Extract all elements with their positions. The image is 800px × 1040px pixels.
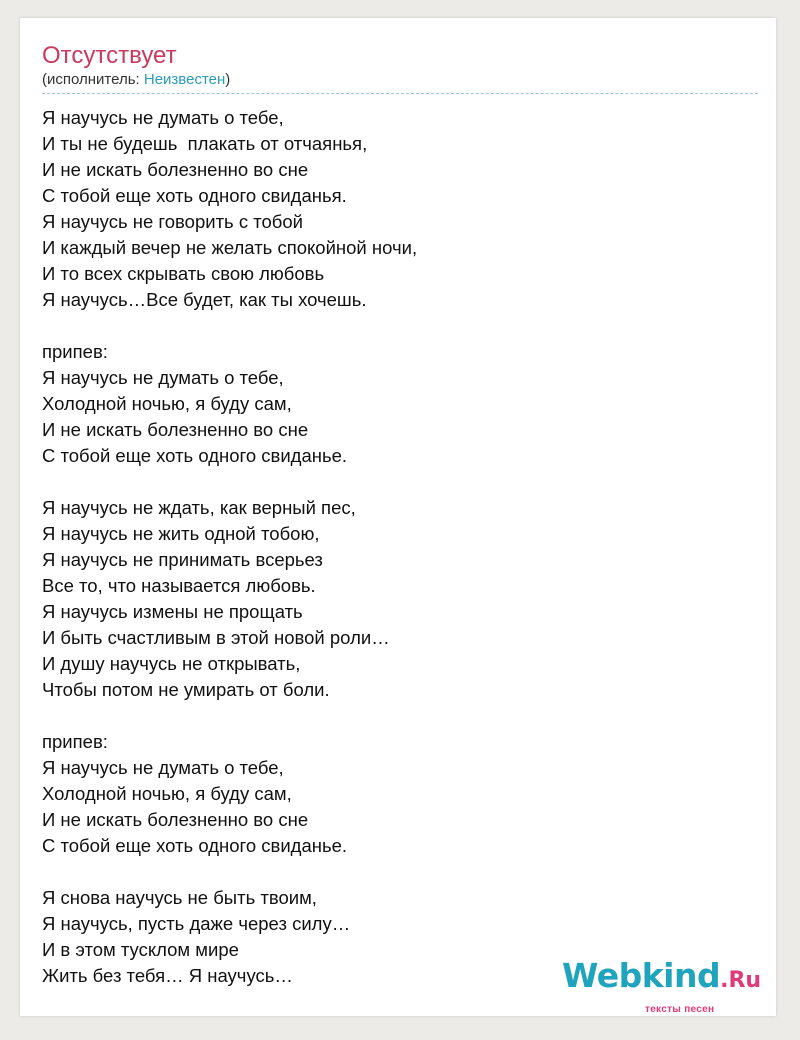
lyric-line: И не искать болезненно во сне [42, 419, 309, 440]
lyric-line: Я научусь, пусть даже через силу… [42, 913, 351, 934]
lyric-line: С тобой еще хоть одного свиданье. [42, 835, 348, 856]
lyric-line: И в этом тусклом мире [42, 939, 239, 960]
artist-prefix: (исполнитель: [42, 71, 144, 88]
lyric-line [42, 469, 742, 495]
lyric-line: И каждый вечер не желать спокойной ночи, [42, 237, 418, 258]
lyrics-body [42, 105, 742, 989]
lyric-line: Я научусь не думать о тебе, [42, 107, 284, 128]
lyric-line [42, 313, 742, 339]
artist-suffix: ) [225, 71, 231, 88]
webkind-logo[interactable] [562, 958, 761, 994]
lyric-line: Я научусь измены не прощать [42, 601, 303, 622]
lyric-line: С тобой еще хоть одного свиданья. [42, 185, 347, 206]
lyric-line: И то всех скрывать свою любовь [42, 263, 325, 284]
lyric-line: И ты не будешь плакать от отчаянья, [42, 133, 368, 154]
logo-tld: .Ru [720, 968, 762, 993]
lyric-line: Я научусь не говорить с тобой [42, 211, 303, 232]
lyric-line: Я научусь не думать о тебе, [42, 757, 284, 778]
artist-link[interactable]: Неизвестен [143, 71, 226, 88]
lyric-line: С тобой еще хоть одного свиданье. [42, 445, 348, 466]
lyric-line [42, 703, 742, 729]
lyric-line: Я научусь не ждать, как верный пес, [42, 497, 356, 518]
lyric-line: Холодной ночью, я буду сам, [42, 783, 292, 804]
lyric-line: Жить без тебя… Я научусь… [42, 965, 293, 986]
title-divider [42, 93, 758, 94]
lyric-line: Я научусь…Все будет, как ты хочешь. [42, 289, 367, 310]
lyric-line: Холодной ночью, я буду сам, [42, 393, 292, 414]
lyric-line: И не искать болезненно во сне [42, 809, 309, 830]
lyric-line: Я научусь не принимать всерьез [42, 549, 323, 570]
logo-tagline: тексты песен [645, 1004, 715, 1015]
lyric-line: Я научусь не думать о тебе, [42, 367, 284, 388]
logo-brand: Webkind [562, 956, 721, 995]
lyric-line: Я снова научусь не быть твоим, [42, 887, 317, 908]
lyric-line: припев: [42, 341, 108, 362]
lyric-line: И душу научусь не открывать, [42, 653, 301, 674]
lyric-line: Все то, что называется любовь. [42, 575, 316, 596]
lyric-line: припев: [42, 731, 108, 752]
song-title: Отсутствует [42, 42, 177, 69]
artist-line [42, 70, 230, 90]
lyric-line [42, 859, 742, 885]
lyric-line: Я научусь не жить одной тобою, [42, 523, 320, 544]
lyric-line: Чтобы потом не умирать от боли. [42, 679, 330, 700]
lyrics-page [20, 18, 776, 1016]
lyric-line: И не искать болезненно во сне [42, 159, 309, 180]
lyric-line: И быть счастливым в этой новой роли… [42, 627, 390, 648]
